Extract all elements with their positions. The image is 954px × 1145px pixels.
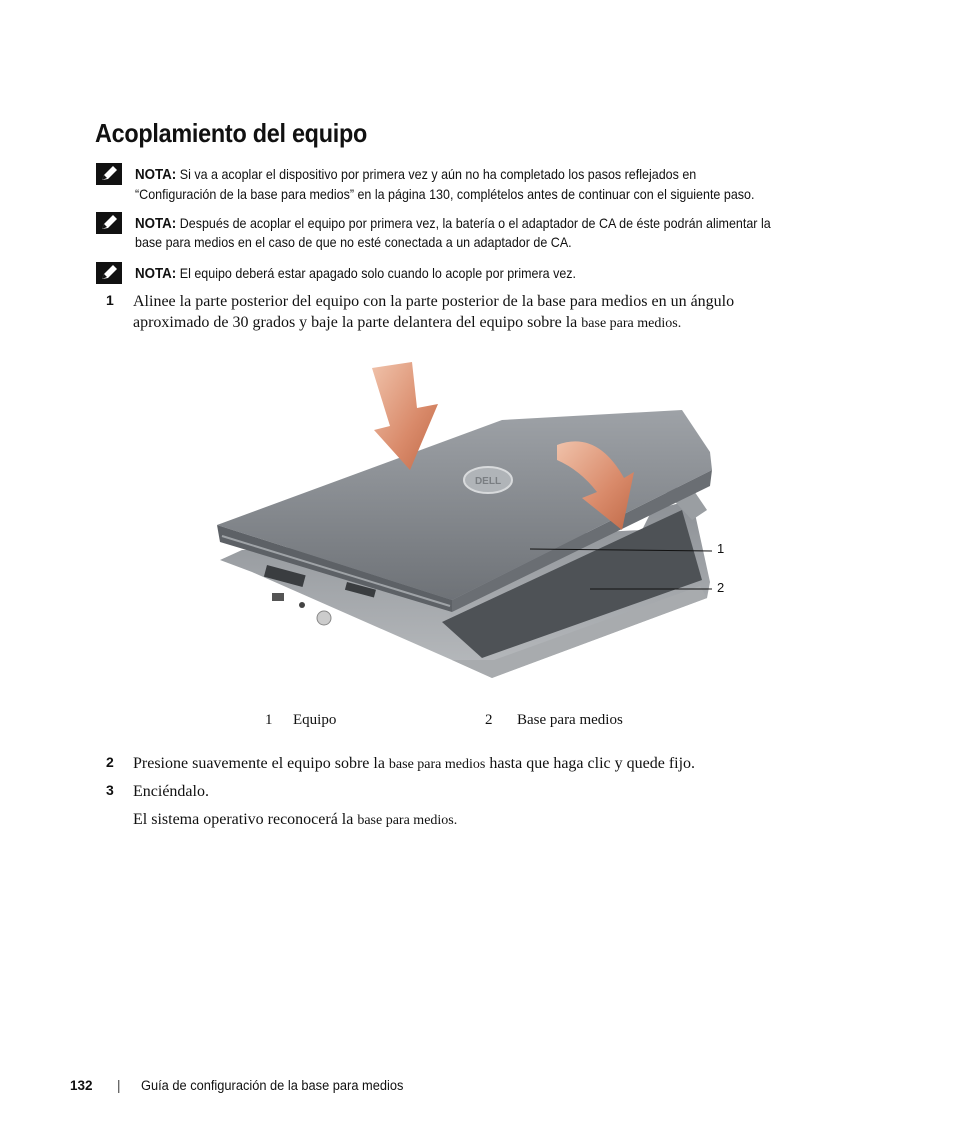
step-text: Alinee la parte posterior del equipo con la parte posterior de la base para medios en un ángulo — [133, 293, 735, 310]
legend-number: 1 — [265, 712, 273, 728]
note-text-line2: base para medios en el caso de que no esté conectada a un adaptador de CA. — [135, 235, 572, 250]
note-label: NOTA: — [135, 216, 177, 232]
note-pencil-icon — [96, 163, 122, 185]
page-title: Acoplamiento del equipo — [95, 118, 368, 148]
note-pencil-icon — [96, 262, 122, 284]
note-text: Después de acoplar el equipo por primera vez, la batería o el adaptador de CA de éste podrán alimentar la — [179, 216, 771, 231]
legend-label: Base para medios — [517, 712, 623, 728]
note-label: NOTA: — [135, 266, 177, 282]
callout-label-1: 1 — [717, 541, 725, 556]
step-text: Presione suavemente el equipo sobre la — [133, 755, 389, 772]
svg-text:DELL: DELL — [474, 476, 502, 487]
footer-separator: | — [117, 1078, 121, 1093]
callout-label-2: 2 — [717, 580, 725, 595]
legend-number: 2 — [485, 712, 493, 728]
step-text: hasta que haga clic y quede fijo. — [485, 755, 696, 772]
step-text-small: base para medios. — [581, 316, 682, 331]
note-pencil-icon — [96, 212, 122, 234]
legend-label: Equipo — [293, 712, 337, 728]
note-text: El equipo deberá estar apagado solo cuando lo acople por primera vez. — [179, 266, 577, 281]
step-number: 3 — [106, 782, 114, 798]
laptop-dock-image — [212, 360, 742, 685]
page-number: 132 — [70, 1078, 93, 1093]
footer-title: Guía de configuración de la base para medios — [141, 1078, 404, 1093]
step-text: aproximado de 30 grados y baje la parte delantera del equipo sobre la — [133, 314, 582, 331]
followup-text-small: base para medios. — [357, 813, 458, 828]
step-text-small: base para medios — [388, 757, 486, 772]
note-label: NOTA: — [135, 167, 177, 183]
step-text: Enciéndalo. — [133, 783, 209, 800]
note-text-line2: “Configuración de la base para medios” en la página 130, complételos antes de continuar con el siguiente paso. — [135, 187, 755, 202]
step-number: 2 — [106, 754, 114, 770]
note-text: Si va a acoplar el dispositivo por primera vez y aún no ha completado los pasos reflejados en — [179, 167, 697, 182]
step-number: 1 — [106, 292, 114, 308]
followup-text: El sistema operativo reconocerá la — [133, 811, 358, 828]
docking-illustration — [212, 360, 742, 685]
